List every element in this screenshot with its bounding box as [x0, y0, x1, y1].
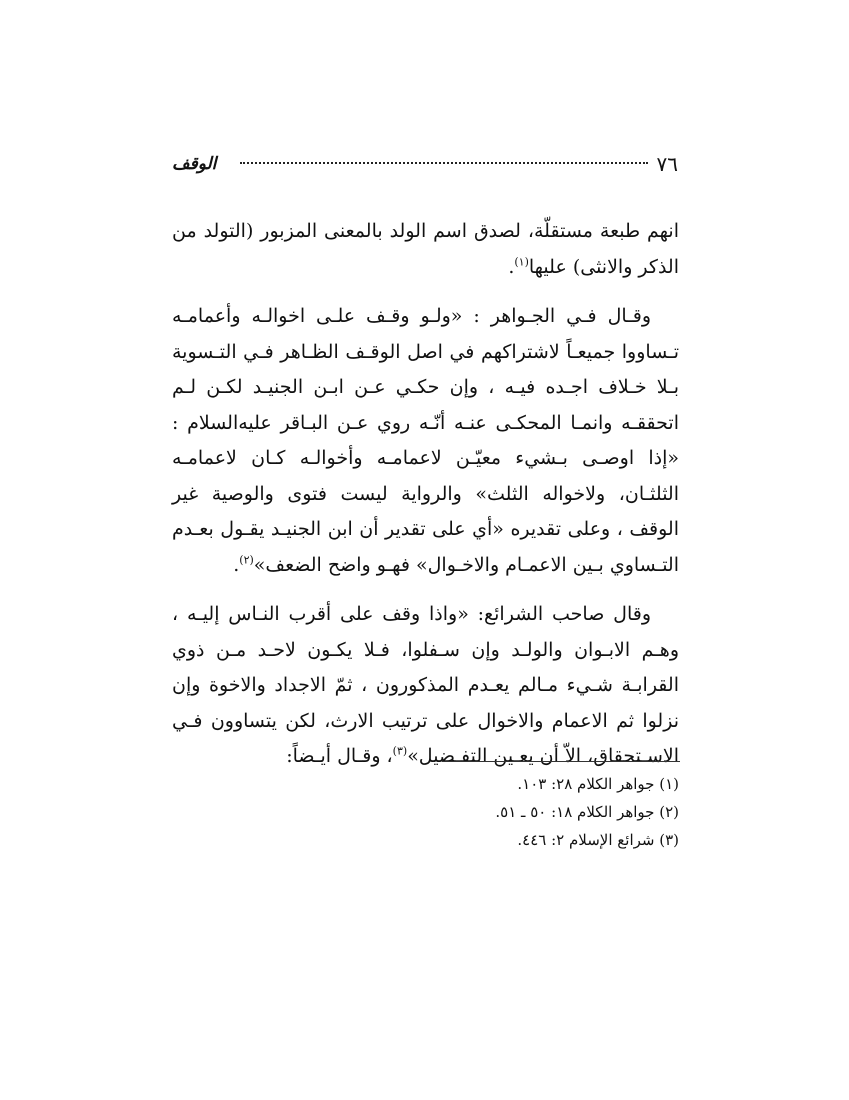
main-text — [172, 214, 679, 789]
paragraph-3-end: ، وقـال أيـضاً: — [286, 745, 393, 767]
footnote-ref-3: (٣) — [392, 744, 408, 758]
paragraph-1-end: . — [508, 255, 515, 278]
footnote-ref-1: (١) — [514, 255, 529, 269]
footnote-2: (٢) جواهر الكلام ١٨: ٥٠ ـ ٥١. — [495, 803, 679, 821]
page-header — [172, 150, 678, 184]
page-number: ٧٦ — [656, 152, 678, 176]
footnote-1: (١) جواهر الكلام ٢٨: ١٠٣. — [517, 775, 679, 793]
paragraph-1-text: انهم طبعة مستقلّة، لصدق اسم الولد بالمعنى المزبور (التولد من الذكر والانثى) عليها — [172, 220, 679, 278]
footnote-separator — [442, 761, 680, 762]
footnote-3: (٣) شرائع الإسلام ٢: ٤٤٦. — [517, 831, 679, 849]
running-title: الوقف — [172, 154, 217, 174]
paragraph-2-end: . — [233, 553, 240, 576]
paragraph-2 — [172, 299, 679, 583]
paragraph-3 — [172, 597, 679, 775]
paragraph-3-text: وقال صاحب الشرائع: «واذا وقف على أقرب النـاس إليـه ، وهـم الابـوان والولـد وإن سـفلوا، فـلا يكـون لاحـد مـن ذوي القرابـة شـيء مـالم يعـدم المذكورون ، ثمّ الاجداد والاخوة وإن نزلوا ثم الاعمام والاخوال على ترتيب الارث، لكن يتساوون فـي الاسـتحقاق، الاّ أن يعـين التفـضيل» — [172, 603, 679, 767]
header-dotted-leader — [240, 162, 648, 164]
paragraph-2-text: وقـال فـي الجـواهر : «ولـو وقـف علـى اخوالـه وأعمامـه تـساووا جميعـاً لاشتراكهم في اصل الوقـف الظـاهر فـي التـسوية بـلا خـلاف اجـده فيـه ، وإن حكـي عـن ابـن الجنيـد لكـن لـم اتحققـه وانمـا المحكـى عنـه أنّـه روي عـن البـاقر عليه‌السلام : «إذا اوصـى بـشيء معيّـن لاعمامـه وأخوالـه كـان لاعمامـه الثلثـان، ولاخواله الثلث» والرواية ليست فتوى والوصية غير الوقف ، وعلى تقديره «أي على تقدير أن ابن الجنيـد يقـول بعـدم التـساوي بـين الاعمـام والاخـوال» فهـو واضح الضعف» — [172, 305, 679, 576]
paragraph-1 — [172, 214, 679, 285]
footnotes — [172, 771, 679, 855]
footnote-ref-2: (٢) — [239, 553, 254, 567]
